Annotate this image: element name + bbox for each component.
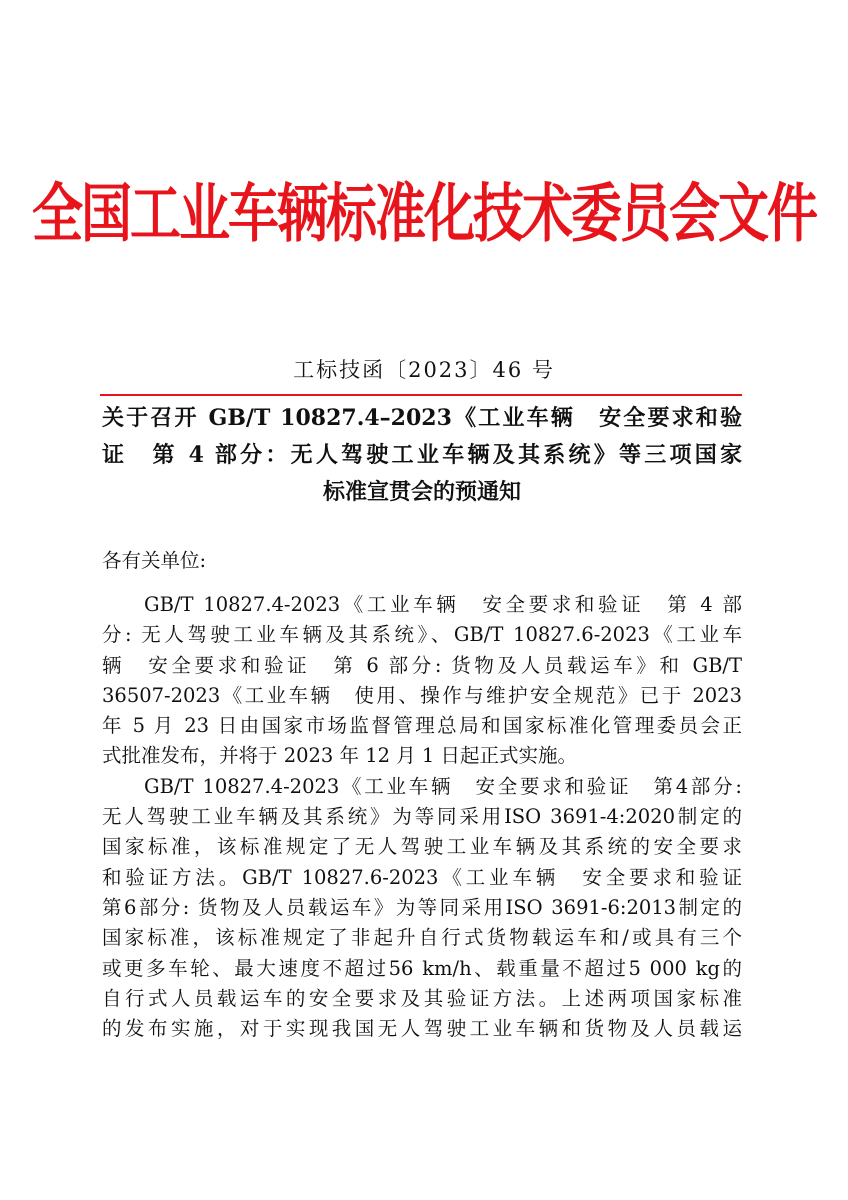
notice-title-line: 关于召开 GB/T 10827.4–2023《工业车辆 安全要求和验 (102, 405, 742, 431)
body-text (102, 590, 742, 1044)
salutation: 各有关单位: (102, 549, 207, 572)
notice-title-line: 证 第 4 部分：无人驾驶工业车辆及其系统》等三项国家 (102, 442, 742, 468)
org-header-title: 全国工业车辆标准化技术委员会文件 (31, 178, 816, 252)
paragraph-line: GB/T 10827.4-2023《工业车辆 安全要求和验证 第 4 部 (144, 593, 742, 616)
notice-title-line: 标准宣贯会的预通知 (322, 479, 521, 505)
notice-title (102, 400, 742, 511)
paragraph-line: 或更多车轮、最大速度不超过56 km/h、载重量不超过5 000 kg的 (102, 956, 742, 980)
paragraph-line: 年 5 月 23 日由国家市场监督管理总局和国家标准化管理委员会正 (102, 714, 742, 738)
paragraph-line: 无人驾驶工业车辆及其系统》为等同采用ISO 3691-4:2020制定的 (102, 805, 742, 829)
paragraph-line: 的发布实施，对于实现我国无人驾驶工业车辆和货物及人员载运 (102, 1017, 742, 1041)
paragraph-line: 国家标准，该标准规定了非起升自行式货物载运车和/或具有三个 (102, 926, 742, 950)
paragraph-line: 36507-2023《工业车辆 使用、操作与维护安全规范》已于 2023 (102, 683, 742, 707)
paragraph-line: 式批准发布，并将于 2023 年 12 月 1 日起正式实施。 (102, 744, 578, 768)
paragraph-line: 和验证方法。GB/T 10827.6-2023《工业车辆 安全要求和验证 (102, 865, 742, 889)
paragraph-line: 辆 安全要求和验证 第 6 部分: 货物及人员载运车》和 GB/T (102, 653, 742, 677)
paragraph-line: 自行式人员载运车的安全要求及其验证方法。上述两项国家标准 (102, 986, 742, 1010)
paragraph-line: 分: 无人驾驶工业车辆及其系统》、GB/T 10827.6-2023《工业车 (102, 623, 742, 647)
paragraph-line: GB/T 10827.4-2023《工业车辆 安全要求和验证 第4部分: (144, 774, 742, 798)
document-number: 工标技函〔2023〕46 号 (293, 358, 555, 382)
red-divider-line (100, 394, 742, 396)
paragraph-line: 第6部分: 货物及人员载运车》为等同采用ISO 3691-6:2013制定的 (102, 895, 742, 919)
paragraph-line: 国家标准，该标准规定了无人驾驶工业车辆及其系统的安全要求 (102, 835, 742, 859)
